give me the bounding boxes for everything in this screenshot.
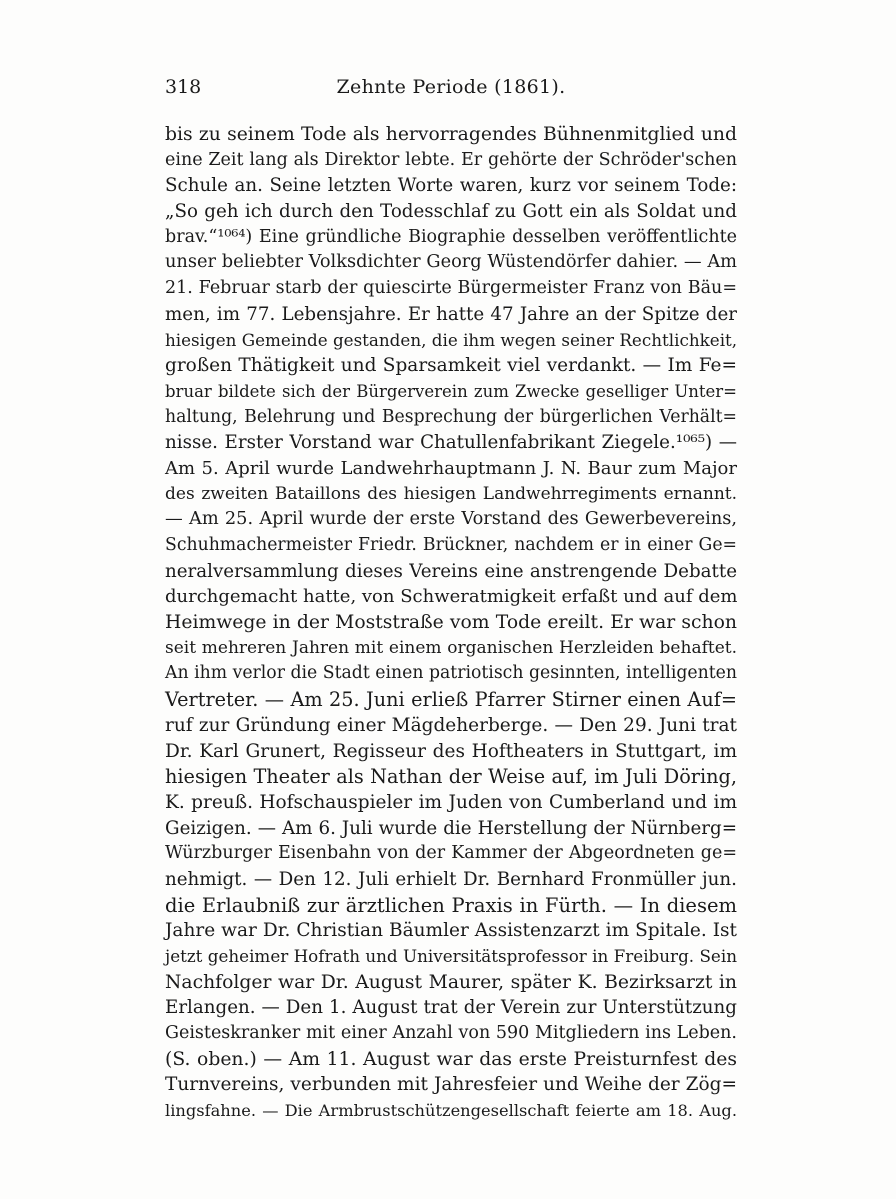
text-line: seit mehreren Jahren mit einem organischen Herzleiden behaftet. [165, 637, 737, 658]
text-line: (S. oben.) — Am 11. August war das erste Preisturnfest des [165, 1048, 737, 1070]
text-line: haltung, Belehrung und Besprechung der bürgerlichen Verhält= [165, 406, 737, 427]
text-line: ruf zur Gründung einer Mägdeherberge. — Den 29. Juni trat [165, 714, 737, 736]
text-line: Würzburger Eisenbahn von der Kammer der Abgeordneten ge= [165, 843, 737, 864]
text-line: Schule an. Seine letzten Worte waren, kurz vor seinem Tode: [165, 175, 737, 197]
text-line: eine Zeit lang als Direktor lebte. Er gehörte der Schröder'schen [165, 149, 737, 170]
text-line: des zweiten Bataillons des hiesigen Landwehrregiments ernannt. [165, 483, 737, 504]
text-line: Geisteskranker mit einer Anzahl von 590 Mitgliedern ins Leben. [165, 1023, 737, 1044]
text-line: An ihm verlor die Stadt einen patriotisch gesinnten, intelligenten [165, 663, 737, 684]
text-line: nisse. Erster Vorstand war Chatullenfabrikant Ziegele.¹⁰⁶⁵) — [165, 432, 737, 454]
text-line: brav.“¹⁰⁶⁴) Eine gründliche Biographie desselben veröffentlichte [165, 226, 737, 247]
text-line: Jahre war Dr. Christian Bäumler Assistenzarzt im Spitale. Ist [165, 920, 737, 942]
text-line: lingsfahne. — Die Armbrustschützengesellschaft feierte am 18. Aug. [165, 1101, 737, 1121]
running-title: Zehnte Periode (1861). [336, 76, 566, 98]
text-line: Erlangen. — Den 1. August trat der Verein zur Unterstützung [165, 997, 737, 1019]
text-line: Heimwege in der Moststraße vom Tode ereilt. Er war schon [165, 612, 737, 634]
text-line: Schuhmachermeister Friedr. Brückner, nachdem er in einer Ge= [165, 535, 737, 555]
text-line: die Erlaubniß zur ärztlichen Praxis in Fürth. — In diesem [165, 893, 737, 917]
text-line: bis zu seinem Tode als hervorragendes Bühnenmitglied und [165, 124, 737, 145]
text-line: K. preuß. Hofschauspieler im Juden von Cumberland und im [165, 791, 737, 813]
text-line: „So geh ich durch den Todesschlaf zu Gott ein als Soldat und [165, 201, 737, 223]
text-line: — Am 25. April wurde der erste Vorstand des Gewerbevereins, [165, 509, 737, 530]
text-line: Vertreter. — Am 25. Juni erließ Pfarrer Stirner einen Auf= [165, 688, 737, 712]
text-line: jetzt geheimer Hofrath und Universitätsprofessor in Freiburg. Sein [165, 946, 737, 966]
text-line: großen Thätigkeit und Sparsamkeit viel verdankt. — Im Fe= [165, 355, 737, 377]
text-line: neralversammlung dieses Vereins eine anstrengende Debatte [165, 560, 737, 582]
text-line: Geizigen. — Am 6. Juli wurde die Herstellung der Nürnberg= [165, 817, 737, 839]
page-number: 318 [165, 76, 202, 98]
text-line: 21. Februar starb der quiescirte Bürgermeister Franz von Bäu= [165, 278, 737, 299]
text-line: men, im 77. Lebensjahre. Er hatte 47 Jahre an der Spitze der [165, 303, 737, 325]
text-line: Dr. Karl Grunert, Regisseur des Hoftheaters in Stuttgart, im [165, 740, 737, 762]
text-line: hiesigen Theater als Nathan der Weise auf, im Juli Döring, [165, 765, 737, 789]
text-line: Turnvereins, verbunden mit Jahresfeier und Weihe der Zög= [165, 1074, 737, 1096]
text-line: nehmigt. — Den 12. Juli erhielt Dr. Bernhard Fronmüller jun. [165, 868, 737, 890]
text-line: unser beliebter Volksdichter Georg Wüstendörfer dahier. — Am [165, 252, 737, 273]
text-line: durchgemacht hatte, von Schweratmigkeit erfaßt und auf dem [165, 586, 738, 608]
body-text [165, 122, 737, 1124]
text-line: Nachfolger war Dr. August Maurer, später K. Bezirksarzt in [165, 971, 737, 993]
text-line: bruar bildete sich der Bürgerverein zum Zwecke geselliger Unter= [165, 381, 737, 401]
text-line: hiesigen Gemeinde gestanden, die ihm wegen seiner Rechtlichkeit, [165, 329, 738, 350]
text-line: Am 5. April wurde Landwehrhauptmann J. N. Baur zum Major [165, 457, 737, 479]
page-header [165, 76, 737, 104]
